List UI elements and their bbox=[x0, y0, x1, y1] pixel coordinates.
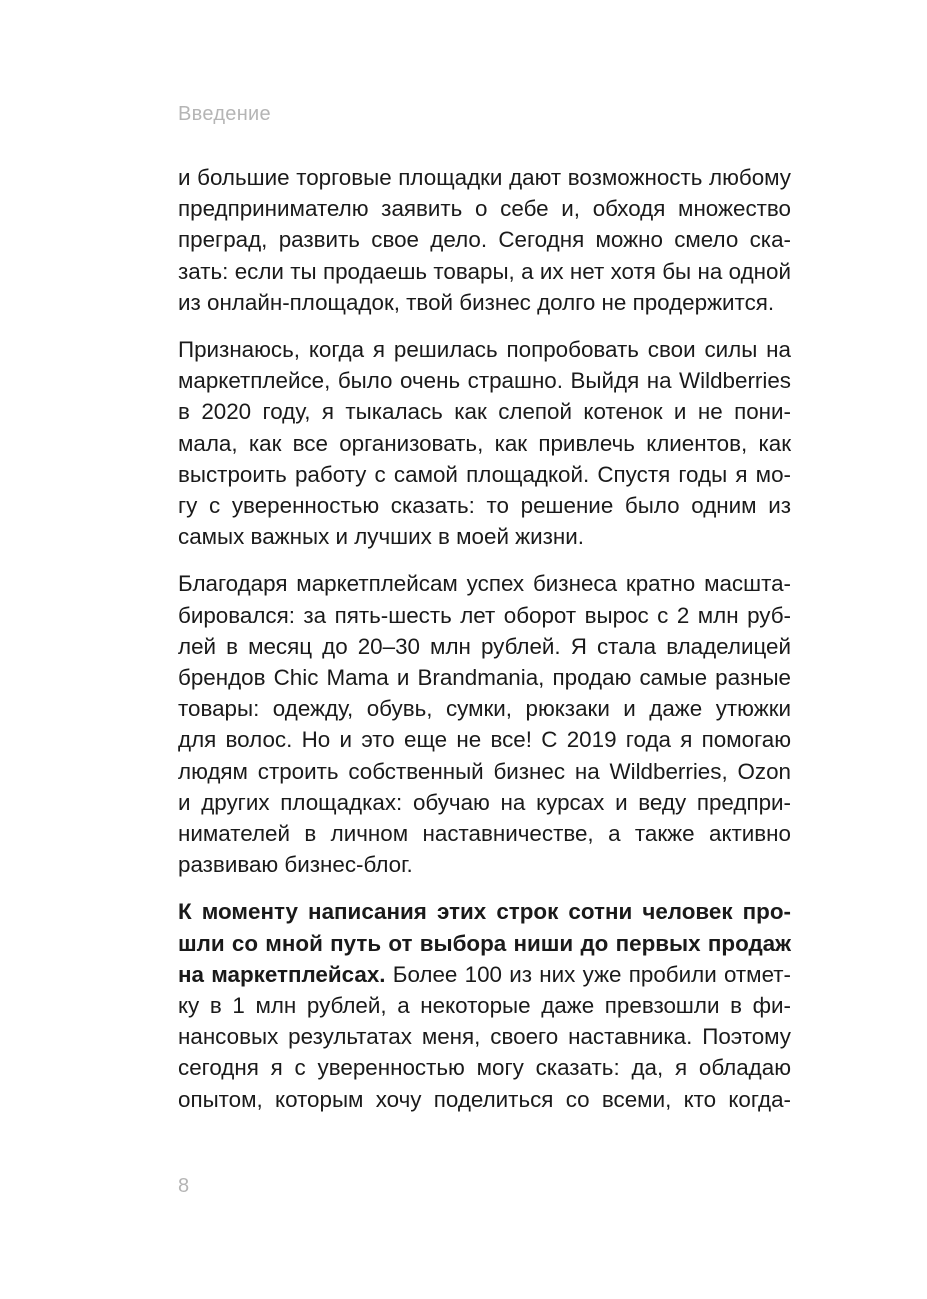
text-line: зать: если ты продаешь товары, а их нет хотя бы на одной bbox=[178, 258, 791, 284]
text-line: опытом, которым хочу поделиться со всеми, кто когда- bbox=[178, 1086, 791, 1112]
text-line: Признаюсь, когда я решилась попробовать свои силы на bbox=[178, 337, 791, 363]
text-line: самых важных и лучших в моей жизни. bbox=[178, 524, 585, 550]
text-line: гу с уверенностью сказать: то решение было одним из bbox=[178, 493, 791, 519]
text-line: развиваю бизнес-блог. bbox=[178, 852, 413, 878]
paragraph-4 bbox=[178, 896, 791, 1114]
bold-fragment: на маркетплейсах. bbox=[178, 961, 386, 987]
text-line: бировался: за пять-шесть лет оборот вырос с 2 млн руб- bbox=[178, 602, 791, 628]
page-number: 8 bbox=[178, 1175, 190, 1197]
text-line: и большие торговые площадки дают возможность любому bbox=[178, 165, 791, 190]
running-header: Введение bbox=[178, 103, 271, 125]
text-line: для волос. Но и это еще не все! С 2019 года я помогаю bbox=[178, 727, 791, 753]
text-line: нимателей в личном наставничестве, а также активно bbox=[178, 821, 791, 847]
text-line: людям строить собственный бизнес на Wildberries, Ozon bbox=[178, 758, 791, 784]
paragraph-2 bbox=[178, 334, 791, 552]
bold-text-line: шли со мной путь от выбора ниши до первых продаж bbox=[178, 930, 791, 956]
text-line: нансовых результатах меня, своего наставника. Поэтому bbox=[178, 1024, 791, 1050]
text-line: маркетплейсе, было очень страшно. Выйдя на Wildberries bbox=[178, 368, 791, 394]
text-line: в 2020 году, я тыкалась как слепой котенок и не пони- bbox=[178, 399, 791, 425]
text-line: товары: одежду, обувь, сумки, рюкзаки и даже утюжки bbox=[178, 696, 791, 722]
text-line: сегодня я с уверенностью могу сказать: да, я обладаю bbox=[178, 1055, 791, 1081]
text-line: Благодаря маркетплейсам успех бизнеса кратно масшта- bbox=[178, 571, 791, 597]
text-line: предпринимателю заявить о себе и, обходя множество bbox=[178, 196, 791, 222]
text-line: выстроить работу с самой площадкой. Спустя годы я мо- bbox=[178, 461, 791, 487]
mixed-text-line bbox=[178, 959, 791, 990]
text-line: мала, как все организовать, как привлечь клиентов, как bbox=[178, 430, 791, 456]
paragraph-3 bbox=[178, 568, 791, 880]
text-line: из онлайн-площадок, твой бизнес долго не продержится. bbox=[178, 289, 775, 315]
text-line: лей в месяц до 20–30 млн рублей. Я стала владелицей bbox=[178, 633, 791, 659]
bold-text-line: К моменту написания этих строк сотни человек про- bbox=[178, 899, 791, 925]
normal-fragment: Более 100 из них уже пробили отмет- bbox=[385, 961, 791, 987]
body-text bbox=[178, 162, 791, 1115]
text-line: брендов Chic Mama и Brandmania, продаю самые разные bbox=[178, 665, 791, 691]
text-line: ку в 1 млн рублей, а некоторые даже превзошли в фи- bbox=[178, 993, 791, 1019]
text-line: и других площадках: обучаю на курсах и веду предпри- bbox=[178, 789, 791, 815]
text-line: преград, развить свое дело. Сегодня можно смело ска- bbox=[178, 227, 791, 253]
paragraph-1 bbox=[178, 162, 791, 318]
